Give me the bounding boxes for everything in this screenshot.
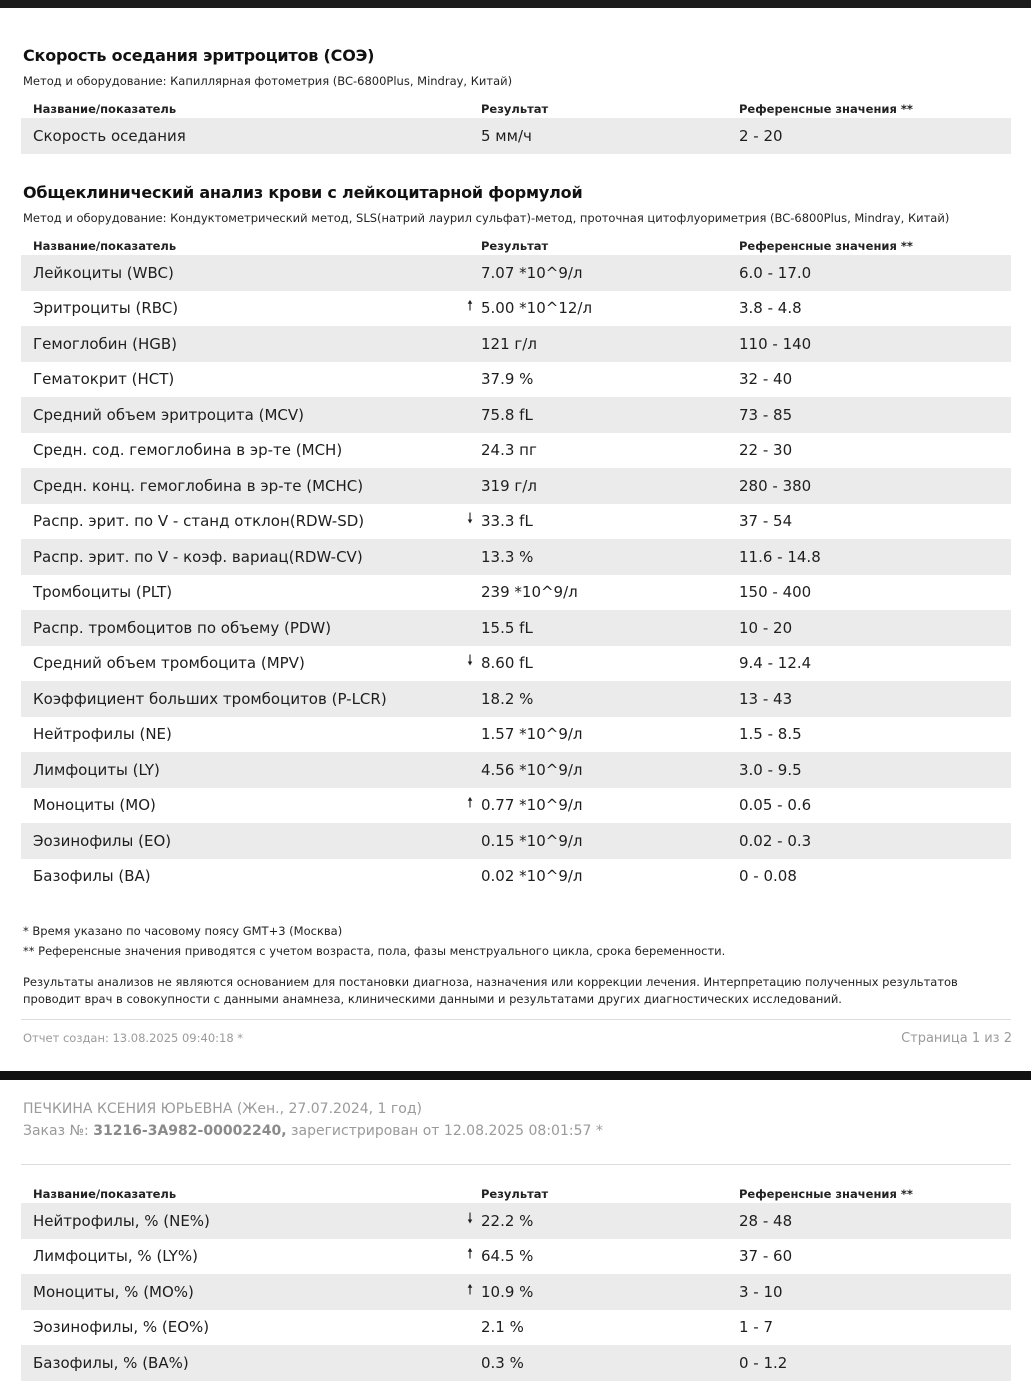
- test-name: Моноциты, % (MO%): [33, 1282, 194, 1301]
- test-result: 5.00 *10^12/л: [481, 299, 593, 318]
- order-number: 31216-3А982-00002240,: [93, 1123, 287, 1139]
- table-row: [21, 1310, 1011, 1346]
- table-row: [21, 362, 1011, 398]
- cbc-table-header: [21, 236, 1011, 256]
- table-row: [21, 575, 1011, 611]
- table-row: [21, 646, 1011, 682]
- table-row: [21, 539, 1011, 575]
- test-result: 2.1 %: [481, 1318, 524, 1337]
- test-reference: 73 - 85: [739, 405, 793, 424]
- table-row: [21, 1203, 1011, 1239]
- test-name: Средн. конц. гемоглобина в эр-те (MCHC): [33, 476, 364, 495]
- order-info: [23, 1123, 603, 1139]
- cbc-method: Метод и оборудование: Кондуктометрический метод, SLS(натрий лаурил сульфат)-метод, проточная цитофлуориметрия (BC-6800Plus, Mindray, Китай): [23, 211, 950, 225]
- test-reference: 6.0 - 17.0: [739, 263, 812, 282]
- page2-table-header: [21, 1184, 1011, 1204]
- test-reference: 22 - 30: [739, 441, 793, 460]
- test-reference: 150 - 400: [739, 583, 812, 602]
- footer-divider: [21, 1019, 1011, 1020]
- test-reference: 0 - 0.08: [739, 867, 797, 886]
- test-reference: 3.8 - 4.8: [739, 299, 802, 318]
- table-row: [21, 1239, 1011, 1275]
- test-name: Средний объем эритроцита (MCV): [33, 405, 304, 424]
- test-reference: 28 - 48: [739, 1211, 793, 1230]
- arrow-down-icon: 🠗: [467, 653, 474, 670]
- header-result: Результат: [481, 1187, 549, 1201]
- table-row: [21, 610, 1011, 646]
- test-result: 121 г/л: [481, 334, 537, 353]
- test-result: 64.5 %: [481, 1247, 534, 1266]
- table-row: [21, 1274, 1011, 1310]
- test-reference: 10 - 20: [739, 618, 793, 637]
- timezone-note: * Время указано по часовому поясу GMT+3 (Москва): [23, 924, 343, 938]
- test-reference: 37 - 60: [739, 1247, 793, 1266]
- page2-table: [21, 1203, 1011, 1381]
- page-number: Страница 1 из 2: [901, 1031, 1012, 1046]
- patient-info: ПЕЧКИНА КСЕНИЯ ЮРЬЕВНА (Жен., 27.07.2024, 1 год): [23, 1101, 422, 1117]
- test-name: Базофилы (BA): [33, 867, 151, 886]
- esr-table-header: [21, 99, 1011, 119]
- table-row: [21, 681, 1011, 717]
- test-result: 10.9 %: [481, 1282, 534, 1301]
- order-registered: зарегистрирован от 12.08.2025 08:01:57 *: [286, 1123, 603, 1139]
- test-name: Гематокрит (HCT): [33, 370, 175, 389]
- table-row: [21, 788, 1011, 824]
- table-row: [21, 859, 1011, 895]
- test-name: Моноциты (MO): [33, 796, 156, 815]
- header-divider: [21, 1164, 1011, 1165]
- reference-note: ** Референсные значения приводятся с учетом возраста, пола, фазы менструального цикла, срока беременности.: [23, 944, 726, 958]
- test-result: 33.3 fL: [481, 512, 533, 531]
- table-row: [21, 717, 1011, 753]
- arrow-up-icon: 🠕: [467, 795, 474, 812]
- test-name: Коэффициент больших тромбоцитов (P-LCR): [33, 689, 387, 708]
- test-reference: 1.5 - 8.5: [739, 725, 802, 744]
- esr-section-title: Скорость оседания эритроцитов (СОЭ): [23, 46, 375, 65]
- page-top-edge: [0, 0, 1031, 8]
- cbc-section-title: Общеклинический анализ крови с лейкоцитарной формулой: [23, 183, 583, 202]
- test-reference: 3 - 10: [739, 1282, 783, 1301]
- test-name: Эритроциты (RBC): [33, 299, 179, 318]
- test-name: Лимфоциты, % (LY%): [33, 1247, 198, 1266]
- test-result: 22.2 %: [481, 1211, 534, 1230]
- test-result: 15.5 fL: [481, 618, 533, 637]
- esr-table: [21, 118, 1011, 154]
- table-row: [21, 397, 1011, 433]
- test-reference: 13 - 43: [739, 689, 793, 708]
- header-result: Результат: [481, 239, 549, 253]
- test-name: Распр. тромбоцитов по объему (PDW): [33, 618, 332, 637]
- arrow-up-icon: 🠕: [467, 298, 474, 315]
- test-reference: 3.0 - 9.5: [739, 760, 802, 779]
- test-result: 0.02 *10^9/л: [481, 867, 583, 886]
- test-reference: 2 - 20: [739, 126, 783, 145]
- table-row: [21, 468, 1011, 504]
- arrow-down-icon: 🠗: [467, 511, 474, 528]
- test-reference: 11.6 - 14.8: [739, 547, 821, 566]
- test-name: Распр. эрит. по V - станд отклон(RDW-SD): [33, 512, 365, 531]
- test-reference: 9.4 - 12.4: [739, 654, 812, 673]
- table-row: [21, 255, 1011, 291]
- test-name: Тромбоциты (PLT): [33, 583, 173, 602]
- test-result: 0.3 %: [481, 1353, 524, 1372]
- header-reference: Референсные значения **: [739, 102, 913, 116]
- test-result: 5 мм/ч: [481, 126, 532, 145]
- arrow-down-icon: 🠗: [467, 1210, 474, 1227]
- order-prefix: Заказ №:: [23, 1123, 94, 1139]
- header-name: Название/показатель: [33, 239, 177, 253]
- test-name: Нейтрофилы (NE): [33, 725, 172, 744]
- test-name: Лимфоциты (LY): [33, 760, 160, 779]
- test-result: 1.57 *10^9/л: [481, 725, 583, 744]
- test-result: 37.9 %: [481, 370, 534, 389]
- test-result: 24.3 пг: [481, 441, 537, 460]
- test-reference: 0.02 - 0.3: [739, 831, 812, 850]
- test-result: 18.2 %: [481, 689, 534, 708]
- page-break: [0, 1071, 1031, 1080]
- test-reference: 280 - 380: [739, 476, 812, 495]
- table-row: [21, 291, 1011, 327]
- test-name: Лейкоциты (WBC): [33, 263, 174, 282]
- test-name: Эозинофилы (EO): [33, 831, 172, 850]
- test-result: 0.77 *10^9/л: [481, 796, 583, 815]
- table-row: [21, 504, 1011, 540]
- test-name: Гемоглобин (HGB): [33, 334, 177, 353]
- header-name: Название/показатель: [33, 1187, 177, 1201]
- disclaimer-text: Результаты анализов не являются основанием для постановки диагноза, назначения или коррекции лечения. Интерпретацию полученных результатов проводит врач в совокупности с данными анамнеза, клиническими данными и результатами других диагностических исследований.: [23, 975, 958, 1006]
- test-name: Скорость оседания: [33, 126, 186, 145]
- test-reference: 37 - 54: [739, 512, 793, 531]
- test-result: 13.3 %: [481, 547, 534, 566]
- test-result: 7.07 *10^9/л: [481, 263, 583, 282]
- table-row: [21, 118, 1011, 154]
- test-name: Распр. эрит. по V - коэф. вариац(RDW-CV): [33, 547, 363, 566]
- table-row: [21, 823, 1011, 859]
- test-result: 239 *10^9/л: [481, 583, 578, 602]
- test-name: Эозинофилы, % (EO%): [33, 1318, 210, 1337]
- header-name: Название/показатель: [33, 102, 177, 116]
- test-reference: 1 - 7: [739, 1318, 774, 1337]
- test-result: 4.56 *10^9/л: [481, 760, 583, 779]
- test-reference: 0.05 - 0.6: [739, 796, 812, 815]
- cbc-table: [21, 255, 1011, 894]
- esr-method: Метод и оборудование: Капиллярная фотометрия (BC-6800Plus, Mindray, Китай): [23, 74, 513, 88]
- test-reference: 0 - 1.2: [739, 1353, 788, 1372]
- header-reference: Референсные значения **: [739, 1187, 913, 1201]
- test-reference: 32 - 40: [739, 370, 793, 389]
- table-row: [21, 1345, 1011, 1381]
- test-result: 0.15 *10^9/л: [481, 831, 583, 850]
- test-result: 319 г/л: [481, 476, 537, 495]
- header-result: Результат: [481, 102, 549, 116]
- table-row: [21, 752, 1011, 788]
- test-result: 75.8 fL: [481, 405, 533, 424]
- table-row: [21, 326, 1011, 362]
- report-created: Отчет создан: 13.08.2025 09:40:18 *: [23, 1031, 244, 1045]
- test-name: Средн. сод. гемоглобина в эр-те (MCH): [33, 441, 343, 460]
- test-reference: 110 - 140: [739, 334, 812, 353]
- arrow-up-icon: 🠕: [467, 1281, 474, 1298]
- test-name: Базофилы, % (BA%): [33, 1353, 189, 1372]
- header-reference: Референсные значения **: [739, 239, 913, 253]
- test-result: 8.60 fL: [481, 654, 533, 673]
- test-name: Средний объем тромбоцита (MPV): [33, 654, 305, 673]
- test-name: Нейтрофилы, % (NE%): [33, 1211, 210, 1230]
- arrow-up-icon: 🠕: [467, 1246, 474, 1263]
- table-row: [21, 433, 1011, 469]
